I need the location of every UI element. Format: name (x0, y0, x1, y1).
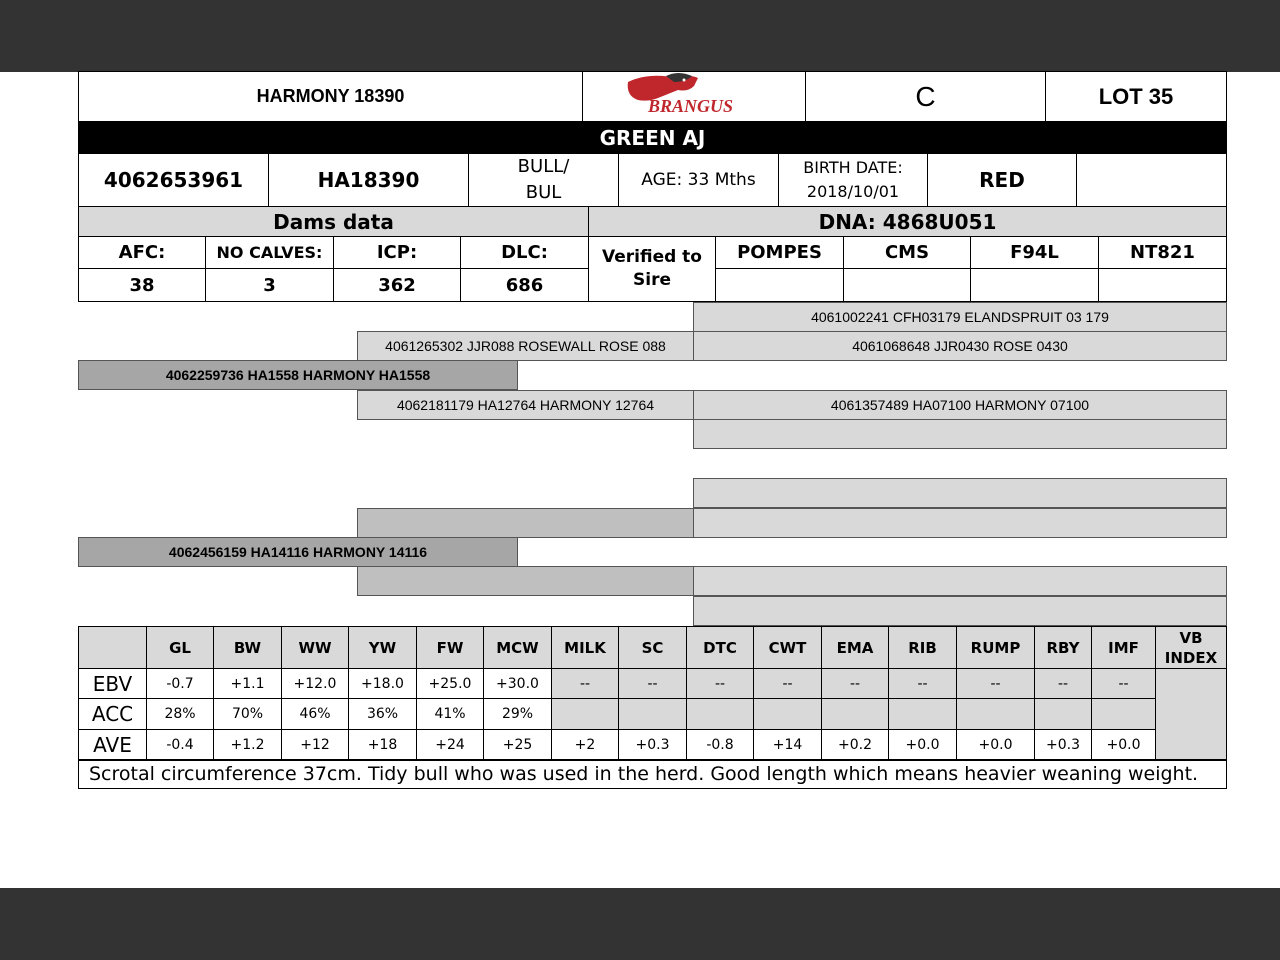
ebv-header-fw: FW (417, 627, 484, 669)
grade: C (805, 71, 1046, 122)
acc-cell (822, 699, 889, 730)
pedigree-sire-sire-dam: 4061068648 JJR0430 ROSE 0430 (693, 331, 1227, 361)
dams-value-dlc: 686 (460, 268, 589, 302)
ave-cell: +0.0 (889, 730, 957, 761)
ave-cell: +0.0 (957, 730, 1035, 761)
acc-cell (1035, 699, 1092, 730)
acc-cell: 41% (417, 699, 484, 730)
pedigree-dam-dam-sire (693, 566, 1227, 596)
ear-tag: HA18390 (268, 153, 469, 207)
ebv-header-ww: WW (282, 627, 349, 669)
ebv-header-dtc: DTC (687, 627, 754, 669)
ebv-header-mcw: MCW (484, 627, 552, 669)
ebv-header-milk: MILK (552, 627, 619, 669)
dna-test-pompes: POMPES (715, 236, 844, 269)
extra-cell (1076, 153, 1227, 207)
dams-header-afc: AFC: (78, 236, 206, 269)
bottom-dark-band (0, 888, 1280, 960)
svg-text:BRANGUS: BRANGUS (648, 96, 734, 116)
pedigree-dam-sire-dam (693, 508, 1227, 538)
ebv-header-gl: GL (147, 627, 214, 669)
ebv-cell: +12.0 (282, 669, 349, 699)
ave-cell: +0.3 (619, 730, 687, 761)
ave-cell: +0.3 (1035, 730, 1092, 761)
dna-title: DNA: 4868U051 (588, 206, 1227, 237)
acc-cell: 70% (214, 699, 282, 730)
ebv-cell: -- (889, 669, 957, 699)
ebv-header-vb-index: VB INDEX (1156, 627, 1227, 669)
dams-data-title: Dams data (78, 206, 589, 237)
dna-result-pompes (715, 268, 844, 302)
ebv-cell: -- (754, 669, 822, 699)
ebv-header-sc: SC (619, 627, 687, 669)
ebv-cell: +18.0 (349, 669, 417, 699)
acc-row-label: ACC (79, 699, 147, 730)
acc-cell (552, 699, 619, 730)
animal-title: HARMONY 18390 (78, 71, 583, 122)
lot-number: LOT 35 (1045, 71, 1227, 122)
acc-cell (754, 699, 822, 730)
acc-cell (619, 699, 687, 730)
ebv-cell: -0.7 (147, 669, 214, 699)
ebv-table (78, 626, 1227, 761)
vb-index-value (1156, 669, 1227, 761)
dams-value-no-calves: 3 (205, 268, 334, 302)
color: RED (927, 153, 1077, 207)
acc-cell: 29% (484, 699, 552, 730)
dams-header-no-calves: NO CALVES: (205, 236, 334, 269)
ave-cell: +2 (552, 730, 619, 761)
dna-test-cms: CMS (843, 236, 971, 269)
acc-cell: 28% (147, 699, 214, 730)
ebv-header-rby: RBY (1035, 627, 1092, 669)
ave-cell: +0.2 (822, 730, 889, 761)
pedigree-sire-dam-sire: 4061357489 HA07100 HARMONY 07100 (693, 390, 1227, 420)
birth-date: 2018/10/01 (806, 182, 900, 201)
pedigree-sire-sire-sire: 4061002241 CFH03179 ELANDSPRUIT 03 179 (693, 302, 1227, 332)
ebv-header-yw: YW (349, 627, 417, 669)
ave-row-label: AVE (79, 730, 147, 761)
dna-test-f94l: F94L (970, 236, 1099, 269)
birth-date-label: BIRTH DATE: (803, 158, 903, 177)
ebv-row-label: EBV (79, 669, 147, 699)
ave-cell: +1.2 (214, 730, 282, 761)
ebv-cell: -- (619, 669, 687, 699)
verified-to-sire: Verified to Sire (588, 236, 716, 302)
ave-cell: +12 (282, 730, 349, 761)
dna-result-nt821 (1098, 268, 1227, 302)
ebv-header-rib: RIB (889, 627, 957, 669)
birth-date-cell (778, 153, 928, 207)
ave-cell: +14 (754, 730, 822, 761)
pedigree-sire-dam: 4062181179 HA12764 HARMONY 12764 (357, 390, 694, 420)
ebv-cell: +25.0 (417, 669, 484, 699)
sex: BULL/ BUL (468, 153, 619, 207)
dna-result-cms (843, 268, 971, 302)
age: AGE: 33 Mths (618, 153, 779, 207)
dams-header-dlc: DLC: (460, 236, 589, 269)
acc-cell (687, 699, 754, 730)
ave-cell: +24 (417, 730, 484, 761)
pedigree-dam-dam (357, 566, 694, 596)
comment: Scrotal circumference 37cm. Tidy bull who was used in the herd. Good length which means heavier weaning weight. (78, 759, 1227, 789)
ebv-cell: -- (552, 669, 619, 699)
pedigree-dam-dam-dam (693, 596, 1227, 626)
ebv-header-bw: BW (214, 627, 282, 669)
ave-cell: -0.8 (687, 730, 754, 761)
pedigree-dam-sire-sire (693, 478, 1227, 508)
ave-cell: -0.4 (147, 730, 214, 761)
top-dark-band (0, 0, 1280, 72)
ave-cell: +25 (484, 730, 552, 761)
ave-cell: +18 (349, 730, 417, 761)
acc-cell: 46% (282, 699, 349, 730)
acc-cell (957, 699, 1035, 730)
dams-value-icp: 362 (333, 268, 461, 302)
brangus-logo (618, 72, 768, 116)
dna-test-nt821: NT821 (1098, 236, 1227, 269)
ebv-cell: -- (1092, 669, 1156, 699)
ebv-cell: +30.0 (484, 669, 552, 699)
breeder-name: GREEN AJ (78, 122, 1227, 154)
dams-value-afc: 38 (78, 268, 206, 302)
ebv-header-ema: EMA (822, 627, 889, 669)
ebv-cell: -- (957, 669, 1035, 699)
acc-cell: 36% (349, 699, 417, 730)
ebv-header-imf: IMF (1092, 627, 1156, 669)
acc-cell (889, 699, 957, 730)
ave-cell: +0.0 (1092, 730, 1156, 761)
pedigree-dam: 4062456159 HA14116 HARMONY 14116 (78, 537, 518, 567)
ebv-cell: +1.1 (214, 669, 282, 699)
pedigree-dam-sire (357, 508, 694, 538)
acc-cell (1092, 699, 1156, 730)
ebv-cell: -- (822, 669, 889, 699)
ebv-header-cwt: CWT (754, 627, 822, 669)
ebv-cell: -- (687, 669, 754, 699)
dams-header-icp: ICP: (333, 236, 461, 269)
pedigree-sire-sire: 4061265302 JJR088 ROSEWALL ROSE 088 (357, 331, 694, 361)
dna-result-f94l (970, 268, 1099, 302)
ebv-corner-cell (79, 627, 147, 669)
id-number: 4062653961 (78, 153, 269, 207)
pedigree-sire: 4062259736 HA1558 HARMONY HA1558 (78, 360, 518, 390)
ebv-cell: -- (1035, 669, 1092, 699)
ebv-header-rump: RUMP (957, 627, 1035, 669)
pedigree-sire-dam-dam (693, 419, 1227, 449)
